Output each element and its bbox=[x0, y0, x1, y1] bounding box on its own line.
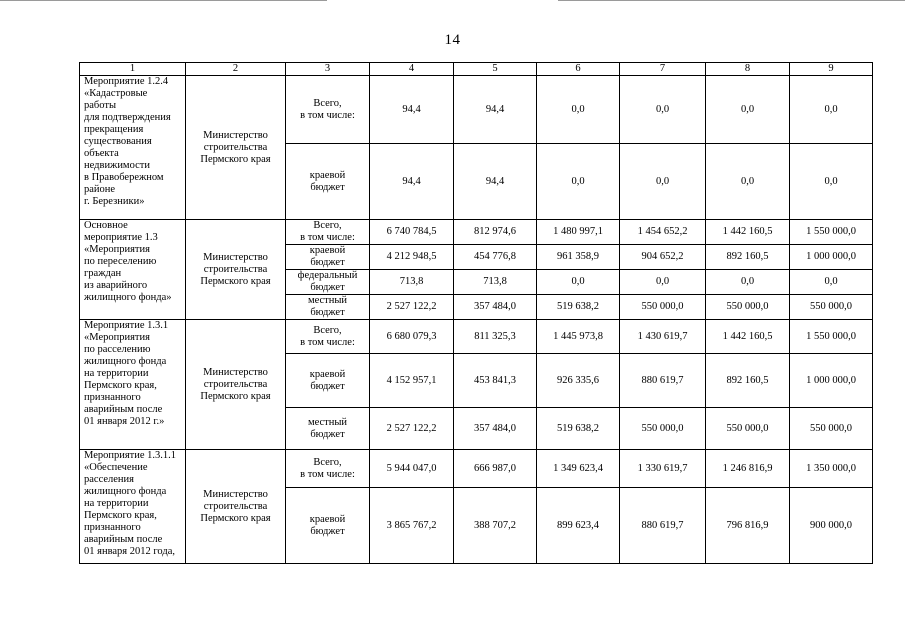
text-line: жилищного фонда bbox=[84, 486, 167, 497]
text-line: на территории bbox=[84, 368, 149, 379]
amount-cell: 0,0 bbox=[706, 144, 790, 220]
text-line: Всего, bbox=[313, 97, 342, 109]
amount-cell: 550 000,0 bbox=[620, 295, 706, 320]
budget-table-body bbox=[80, 63, 873, 564]
text-line: 01 января 2012 года, bbox=[84, 546, 176, 557]
amount-cell: 2 527 122,2 bbox=[370, 295, 454, 320]
amount-cell: 0,0 bbox=[537, 144, 620, 220]
funding-source-cell bbox=[286, 354, 370, 408]
column-number-3: 3 bbox=[286, 63, 370, 76]
amount-cell: 454 776,8 bbox=[454, 245, 537, 270]
amount-cell: 1 442 160,5 bbox=[706, 220, 790, 245]
amount-cell: 519 638,2 bbox=[537, 408, 620, 450]
text-line: на территории bbox=[84, 498, 149, 509]
executor-cell bbox=[186, 320, 286, 450]
text-line: Пермского края, bbox=[84, 380, 157, 391]
text-line: местный bbox=[307, 416, 348, 428]
text-line: краевой bbox=[309, 513, 346, 525]
event-name-cell bbox=[80, 76, 186, 220]
text-line: местный bbox=[307, 295, 348, 306]
text-line: Министерство bbox=[203, 251, 268, 263]
amount-cell: 796 816,9 bbox=[706, 488, 790, 564]
amount-cell: 904 652,2 bbox=[620, 245, 706, 270]
amount-cell: 550 000,0 bbox=[620, 408, 706, 450]
text-line: прекращения bbox=[84, 124, 144, 135]
text-line: Мероприятие 1.2.4 bbox=[84, 76, 169, 87]
funding-source-cell bbox=[286, 408, 370, 450]
amount-cell: 5 944 047,0 bbox=[370, 450, 454, 488]
text-line: районе bbox=[84, 184, 116, 195]
table-row bbox=[80, 450, 873, 488]
event-name-cell bbox=[80, 320, 186, 450]
amount-cell: 550 000,0 bbox=[790, 295, 873, 320]
amount-cell: 811 325,3 bbox=[454, 320, 537, 354]
amount-cell: 0,0 bbox=[790, 270, 873, 295]
text-line: Пермского края bbox=[200, 512, 271, 524]
text-line: Мероприятие 1.3.1.1 bbox=[84, 450, 177, 461]
text-line: бюджет bbox=[310, 257, 345, 268]
text-line: бюджет bbox=[310, 428, 345, 440]
text-line: мероприятие 1.3 bbox=[84, 232, 158, 243]
text-line: из аварийного bbox=[84, 280, 148, 291]
text-line: Пермского края bbox=[200, 275, 271, 287]
amount-cell: 892 160,5 bbox=[706, 245, 790, 270]
amount-cell: 0,0 bbox=[537, 76, 620, 144]
funding-source-cell bbox=[286, 295, 370, 320]
amount-cell: 0,0 bbox=[537, 270, 620, 295]
text-line: аварийным после bbox=[84, 404, 163, 415]
amount-cell: 1 454 652,2 bbox=[620, 220, 706, 245]
amount-cell: 1 430 619,7 bbox=[620, 320, 706, 354]
amount-cell: 357 484,0 bbox=[454, 408, 537, 450]
text-line: бюджет bbox=[310, 282, 345, 293]
text-line: Министерство bbox=[203, 366, 268, 378]
amount-cell: 713,8 bbox=[454, 270, 537, 295]
amount-cell: 1 000 000,0 bbox=[790, 354, 873, 408]
text-line: аварийным после bbox=[84, 534, 163, 545]
amount-cell: 899 623,4 bbox=[537, 488, 620, 564]
amount-cell: 4 152 957,1 bbox=[370, 354, 454, 408]
amount-cell: 6 740 784,5 bbox=[370, 220, 454, 245]
amount-cell: 900 000,0 bbox=[790, 488, 873, 564]
funding-source-cell bbox=[286, 270, 370, 295]
amount-cell: 1 550 000,0 bbox=[790, 320, 873, 354]
executor-cell bbox=[186, 450, 286, 564]
table-header-row bbox=[80, 63, 873, 76]
text-line: бюджет bbox=[310, 307, 345, 318]
text-line: строительства bbox=[203, 378, 268, 390]
amount-cell: 94,4 bbox=[370, 144, 454, 220]
amount-cell: 453 841,3 bbox=[454, 354, 537, 408]
amount-cell: 1 442 160,5 bbox=[706, 320, 790, 354]
amount-cell: 94,4 bbox=[454, 76, 537, 144]
text-line: строительства bbox=[203, 141, 268, 153]
amount-cell: 926 335,6 bbox=[537, 354, 620, 408]
text-line: краевой bbox=[309, 169, 346, 181]
amount-cell: 666 987,0 bbox=[454, 450, 537, 488]
amount-cell: 0,0 bbox=[620, 270, 706, 295]
text-line: признанного bbox=[84, 392, 141, 403]
amount-cell: 880 619,7 bbox=[620, 488, 706, 564]
amount-cell: 892 160,5 bbox=[706, 354, 790, 408]
funding-source-cell bbox=[286, 220, 370, 245]
amount-cell: 550 000,0 bbox=[706, 408, 790, 450]
amount-cell: 961 358,9 bbox=[537, 245, 620, 270]
text-line: жилищного фонда bbox=[84, 356, 167, 367]
text-line: расселения bbox=[84, 474, 134, 485]
column-number-4: 4 bbox=[370, 63, 454, 76]
column-number-9: 9 bbox=[790, 63, 873, 76]
amount-cell: 94,4 bbox=[454, 144, 537, 220]
text-line: жилищного фонда» bbox=[84, 292, 172, 303]
amount-cell: 6 680 079,3 bbox=[370, 320, 454, 354]
text-line: федеральный bbox=[297, 270, 358, 281]
column-number-5: 5 bbox=[454, 63, 537, 76]
amount-cell: 880 619,7 bbox=[620, 354, 706, 408]
text-line: Пермского края, bbox=[84, 510, 157, 521]
amount-cell: 1 349 623,4 bbox=[537, 450, 620, 488]
column-number-6: 6 bbox=[537, 63, 620, 76]
amount-cell: 0,0 bbox=[790, 144, 873, 220]
amount-cell: 388 707,2 bbox=[454, 488, 537, 564]
text-line: в том числе: bbox=[300, 336, 355, 348]
text-line: Всего, bbox=[313, 456, 342, 468]
text-line: в том числе: bbox=[300, 232, 355, 243]
amount-cell: 1 550 000,0 bbox=[790, 220, 873, 245]
column-number-8: 8 bbox=[706, 63, 790, 76]
text-line: объекта bbox=[84, 148, 119, 159]
text-line: Мероприятие 1.3.1 bbox=[84, 320, 169, 331]
text-line: бюджет bbox=[310, 181, 345, 193]
event-name-cell bbox=[80, 450, 186, 564]
amount-cell: 1 480 997,1 bbox=[537, 220, 620, 245]
table-row bbox=[80, 220, 873, 245]
text-line: для подтверждения bbox=[84, 112, 171, 123]
text-line: в том числе: bbox=[300, 109, 355, 121]
text-line: строительства bbox=[203, 263, 268, 275]
text-line: Всего, bbox=[313, 220, 342, 231]
text-line: по переселению bbox=[84, 256, 157, 267]
text-line: «Кадастровые bbox=[84, 88, 148, 99]
amount-cell: 550 000,0 bbox=[790, 408, 873, 450]
amount-cell: 3 865 767,2 bbox=[370, 488, 454, 564]
text-line: краевой bbox=[309, 245, 346, 256]
text-line: Всего, bbox=[313, 324, 342, 336]
page-top-border-right bbox=[558, 0, 905, 1]
column-number-1: 1 bbox=[80, 63, 186, 76]
amount-cell: 2 527 122,2 bbox=[370, 408, 454, 450]
column-number-7: 7 bbox=[620, 63, 706, 76]
text-line: существования bbox=[84, 136, 152, 147]
budget-table bbox=[79, 62, 873, 564]
page-number: 14 bbox=[444, 32, 461, 48]
funding-source-cell bbox=[286, 450, 370, 488]
page-top-border-left bbox=[0, 0, 327, 1]
text-line: по расселению bbox=[84, 344, 151, 355]
text-line: недвижимости bbox=[84, 160, 150, 171]
table-row bbox=[80, 76, 873, 144]
amount-cell: 1 350 000,0 bbox=[790, 450, 873, 488]
funding-source-cell bbox=[286, 245, 370, 270]
amount-cell: 0,0 bbox=[620, 144, 706, 220]
text-line: 01 января 2012 г.» bbox=[84, 416, 165, 427]
text-line: бюджет bbox=[310, 525, 345, 537]
amount-cell: 4 212 948,5 bbox=[370, 245, 454, 270]
funding-source-cell bbox=[286, 488, 370, 564]
executor-cell bbox=[186, 76, 286, 220]
text-line: Основное bbox=[84, 220, 128, 231]
text-line: в том числе: bbox=[300, 468, 355, 480]
text-line: Пермского края bbox=[200, 153, 271, 165]
text-line: Министерство bbox=[203, 488, 268, 500]
text-line: «Мероприятия bbox=[84, 244, 150, 255]
amount-cell: 94,4 bbox=[370, 76, 454, 144]
amount-cell: 1 330 619,7 bbox=[620, 450, 706, 488]
funding-source-cell bbox=[286, 144, 370, 220]
event-name-cell bbox=[80, 220, 186, 320]
amount-cell: 550 000,0 bbox=[706, 295, 790, 320]
text-line: в Правобережном bbox=[84, 172, 164, 183]
amount-cell: 0,0 bbox=[706, 76, 790, 144]
executor-cell bbox=[186, 220, 286, 320]
funding-source-cell bbox=[286, 320, 370, 354]
amount-cell: 0,0 bbox=[706, 270, 790, 295]
amount-cell: 1 000 000,0 bbox=[790, 245, 873, 270]
text-line: «Мероприятия bbox=[84, 332, 150, 343]
amount-cell: 812 974,6 bbox=[454, 220, 537, 245]
text-line: Пермского края bbox=[200, 390, 271, 402]
amount-cell: 519 638,2 bbox=[537, 295, 620, 320]
amount-cell: 0,0 bbox=[790, 76, 873, 144]
amount-cell: 1 246 816,9 bbox=[706, 450, 790, 488]
amount-cell: 713,8 bbox=[370, 270, 454, 295]
text-line: бюджет bbox=[310, 380, 345, 392]
amount-cell: 1 445 973,8 bbox=[537, 320, 620, 354]
column-number-2: 2 bbox=[186, 63, 286, 76]
text-line: Министерство bbox=[203, 129, 268, 141]
funding-source-cell bbox=[286, 76, 370, 144]
text-line: г. Березники» bbox=[84, 196, 145, 207]
table-row bbox=[80, 320, 873, 354]
text-line: признанного bbox=[84, 522, 141, 533]
text-line: краевой bbox=[309, 368, 346, 380]
text-line: строительства bbox=[203, 500, 268, 512]
text-line: «Обеспечение bbox=[84, 462, 148, 473]
text-line: работы bbox=[84, 100, 117, 111]
amount-cell: 357 484,0 bbox=[454, 295, 537, 320]
amount-cell: 0,0 bbox=[620, 76, 706, 144]
text-line: граждан bbox=[84, 268, 122, 279]
